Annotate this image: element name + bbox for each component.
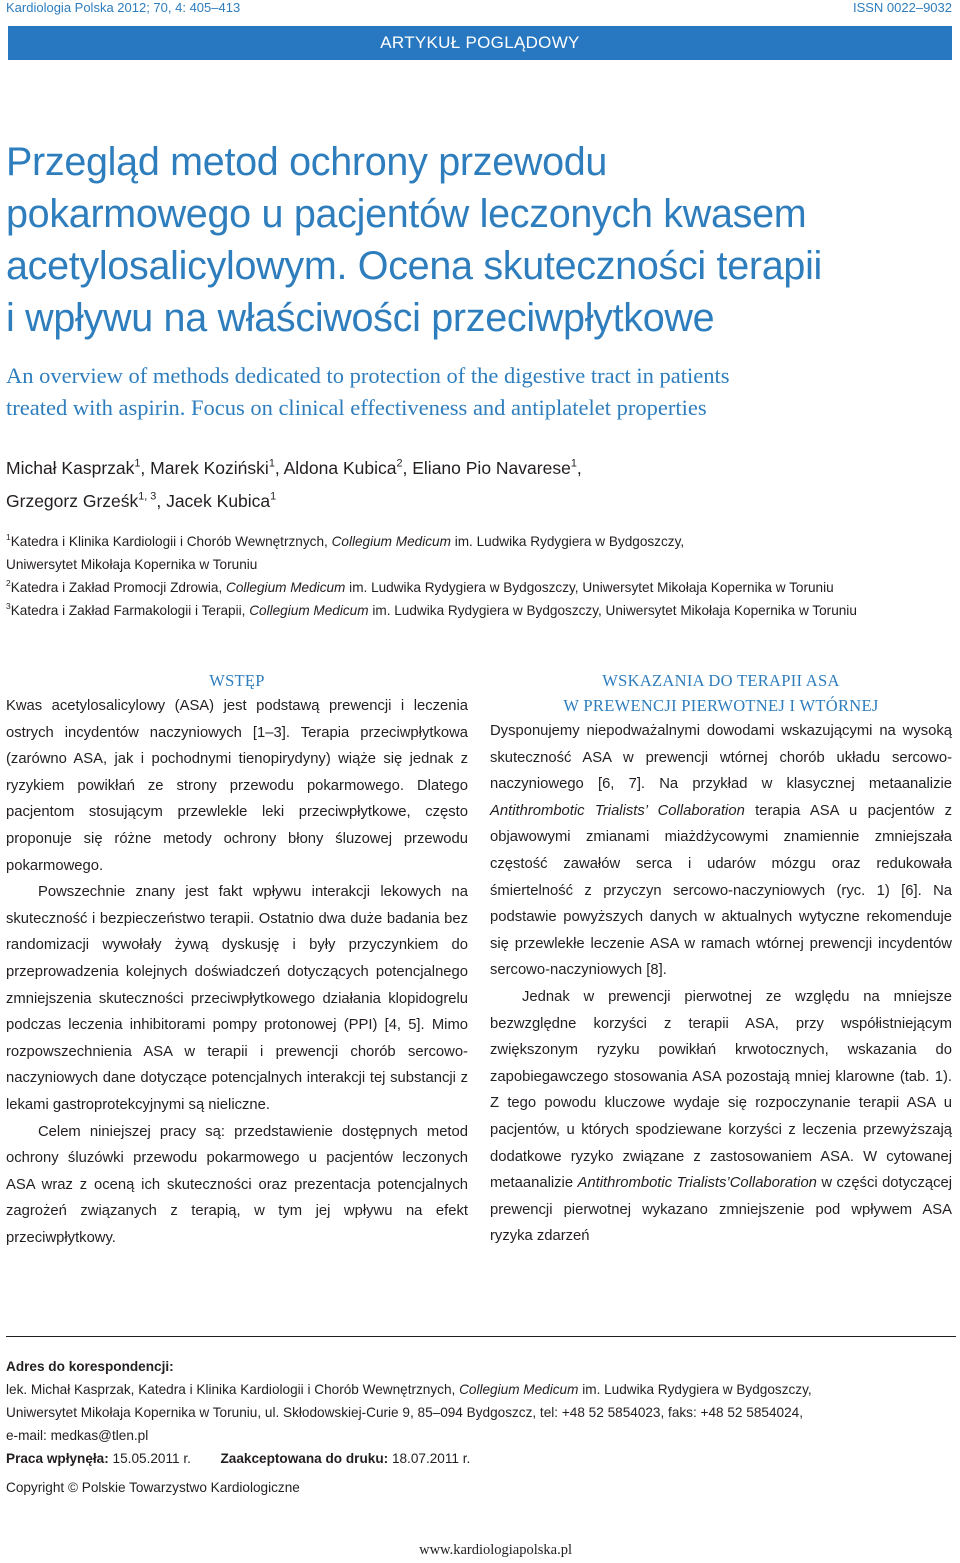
author-name: Aldona Kubica: [283, 458, 397, 478]
title-polish-line: Przegląd metod ochrony przewodu: [6, 140, 608, 184]
author-affiliation-marker: 1, 3: [138, 490, 157, 503]
affiliation-number: 1: [6, 532, 11, 543]
author-separator: ,: [576, 458, 582, 478]
paragraph: Kwas acetylosalicylowy (ASA) jest podstawą prewencji i leczenia ostrych incydentów naczyniowych [1–3]. Terapia przeciwpłytkowa (zarówno ASA, jak i pochodnymi tienopirydyny) wiąże się jednak z ryzykiem powikłań ze strony przewodu pokarmowego. Dlatego pacjentom stosującym przewlekle leki przeciwpłytkowe, często proponuje się różne metody ochrony błony śluzowej przewodu pokarmowego.: [6, 698, 468, 874]
paragraph: Celem niniejszej pracy są: przedstawienie dostępnych metod ochrony śluzówki przewodu pokarmowego u pacjentów leczonych ASA wraz z oceną ich skuteczności oraz prezentacja potencjalnych zagrożeń związanych z terapią, w tym jej wpływu na efekt przeciwpłytkowy.: [6, 1123, 468, 1246]
accepted-date: 18.07.2011 r.: [391, 1451, 471, 1466]
address-text: im. Ludwika Rydygiera w Bydgoszczy,: [578, 1382, 812, 1397]
section-heading-introduction: WSTĘP: [209, 671, 265, 690]
affiliation-text: Uniwersytet Mikołaja Kopernika w Toruniu: [6, 557, 258, 572]
paragraph-italic: Antithrombotic Trialists’Collaboration: [577, 1175, 817, 1192]
correspondence-label: Adres do korespondencji:: [6, 1359, 174, 1374]
paragraph: Powszechnie znany jest fakt wpływu interakcji lekowych na skuteczność i bezpieczeństwo terapii. Ostatnio dwa duże badania bez randomizacji wywołały żywą dyskusję i były przyczynkiem do przeprowadzenia kolejnych doświadczeń dotyczących potencjalnego zmniejszenia skuteczności przeciwpłytkowego działania klopidogrelu podczas leczenia inhibitorami pompy protonowej (PPI) [4, 5]. Mimo rozpowszechnienia ASA w terapii i prewencji chorób sercowo-naczyniowych dane dotyczące potencjalnych interakcji tej substancji z lekami gastroprotekcyjnymi są nieliczne.: [6, 884, 468, 1113]
section-heading-indications: [490, 668, 952, 718]
author-separator: ,: [140, 458, 151, 478]
paragraph: [490, 984, 952, 1250]
affiliation-item: [6, 599, 956, 622]
issn: ISSN 0022–9032: [852, 0, 952, 15]
author-list: [6, 452, 946, 518]
title-english-line: treated with aspirin. Focus on clinical effectiveness and antiplatelet properties: [6, 395, 707, 420]
paragraph-text: w części dotyczącej prewencji pierwotnej wykazano zmniejszenie pod wpływem ASA ryzyka zdarzeń: [490, 1175, 952, 1245]
affiliation-number: 2: [6, 578, 11, 589]
paragraph-text: Dysponujemy niepodważalnymi dowodami wskazującymi na wysoką skuteczność ASA w prewencji wtórnej chorób układu sercowo-naczyniowego [6, 7]. Na przykład w klasycznej metaanalizie: [490, 723, 952, 793]
author-affiliation-marker: 1: [268, 457, 275, 470]
author-name: Michał Kasprzak: [6, 458, 135, 478]
left-text-column: [6, 668, 468, 1251]
author-affiliation-marker: 1: [270, 490, 277, 503]
affiliation-italic: Collegium Medicum: [331, 534, 451, 549]
title-english-line: An overview of methods dedicated to protection of the digestive tract in patients: [6, 363, 730, 388]
author-separator: ,: [156, 491, 167, 511]
address-text: lek. Michał Kasprzak, Katedra i Klinika Kardiologii i Chorób Wewnętrznych,: [6, 1382, 460, 1397]
affiliation-text: Katedra i Klinika Kardiologii i Chorób Wewnętrznych,: [10, 534, 332, 549]
affiliation-text: Katedra i Zakład Farmakologii i Terapii,: [10, 603, 250, 618]
author-affiliation-marker: 1: [134, 457, 141, 470]
right-text-column: [490, 668, 952, 1250]
received-date: 15.05.2011 r.: [112, 1451, 191, 1466]
affiliation-text: im. Ludwika Rydygiera w Bydgoszczy, Uniwersytet Mikołaja Kopernika w Toruniu: [368, 603, 857, 618]
author-affiliation-marker: 2: [396, 457, 403, 470]
paragraph-italic: Antithrombotic Trialists’ Collaboration: [490, 802, 745, 819]
affiliation-italic: Collegium Medicum: [226, 580, 346, 595]
section-heading-line: W PREWENCJI PIERWOTNEJ I WTÓRNEJ: [563, 696, 879, 715]
article-type-banner: ARTYKUŁ POGLĄDOWY: [8, 26, 952, 60]
title-polish-line: i wpływu na właściwości przeciwpłytkowe: [6, 296, 715, 340]
affiliation-text: Katedra i Zakład Promocji Zdrowia,: [10, 580, 227, 595]
affiliation-text: im. Ludwika Rydygiera w Bydgoszczy,: [450, 534, 685, 549]
affiliation-number: 3: [6, 601, 11, 612]
paragraph-text: Jednak w prewencji pierwotnej ze względu na mniejsze bezwzględne korzyści z terapii ASA, przy współistniejącym zwiększonym ryzyku powikłań krwotocznych, wskazania do zapobiegawczego stosowania ASA pozostają mniej klarowne (tab. 1). Z tego powodu kluczowe wydaje się rozpoczynanie terapii ASA u pacjentów, u których spodziewane korzyści z leczenia przewyższają dodatkowe ryzyko związane z zastosowaniem ASA. W cytowanej metaanalizie: [490, 988, 952, 1192]
correspondence-address: Uniwersytet Mikołaja Kopernika w Toruniu, ul. Skłodowskiej-Curie 9, 85–094 Bydgoszcz, tel: +48 52 5854023, faks: +48 52 5854024,: [6, 1405, 803, 1420]
correspondence-email: e-mail: medkas@tlen.pl: [6, 1428, 149, 1443]
author-name: Jacek Kubica: [166, 491, 271, 511]
footer-website: www.kardiologiapolska.pl: [419, 1542, 572, 1558]
section-heading-line: WSKAZANIA DO TERAPII ASA: [602, 671, 840, 690]
affiliation-item: [6, 576, 956, 599]
title-polish: [6, 136, 956, 344]
author-name: Marek Koziński: [150, 458, 269, 478]
affiliation-item: [6, 530, 956, 576]
correspondence-block: [6, 1355, 956, 1499]
address-italic: Collegium Medicum: [459, 1382, 579, 1397]
author-name: Eliano Pio Navarese: [412, 458, 571, 478]
title-polish-line: acetylosalicylowym. Ocena skuteczności terapii: [6, 244, 823, 288]
paragraph-text: terapia ASA u pacjentów z objawowymi zmianami miażdżycowymi znamiennie zmniejszała częstość zawałów serca i udarów mózgu oraz redukowała śmiertelność z przyczyn sercowo-naczyniowych (ryc. 1) [6]. Na podstawie powyższych danych w aktualnych wytyczne rekomenduje się przewlekłe leczenie ASA w ramach wtórnej prewencji incydentów sercowo-naczyniowych [8].: [490, 802, 952, 979]
title-polish-line: pokarmowego u pacjentów leczonych kwasem: [6, 192, 807, 236]
author-affiliation-marker: 1: [570, 457, 577, 470]
journal-reference: Kardiologia Polska 2012; 70, 4: 405–413: [6, 0, 241, 15]
divider: [6, 1336, 956, 1337]
accepted-label: Zaakceptowana do druku:: [220, 1451, 389, 1466]
author-separator: ,: [402, 458, 413, 478]
paragraph: [490, 718, 952, 984]
author-separator: ,: [274, 458, 284, 478]
author-name: Grzegorz Grześk: [6, 491, 139, 511]
correspondence-address: [6, 1378, 956, 1401]
dates-line: [6, 1447, 956, 1470]
affiliation-text: im. Ludwika Rydygiera w Bydgoszczy, Uniwersytet Mikołaja Kopernika w Toruniu: [345, 580, 834, 595]
copyright: Copyright © Polskie Towarzystwo Kardiologiczne: [6, 1480, 300, 1495]
title-english: [6, 360, 956, 424]
affiliation-italic: Collegium Medicum: [249, 603, 369, 618]
affiliations: [6, 530, 956, 622]
received-label: Praca wpłynęła:: [6, 1451, 109, 1466]
